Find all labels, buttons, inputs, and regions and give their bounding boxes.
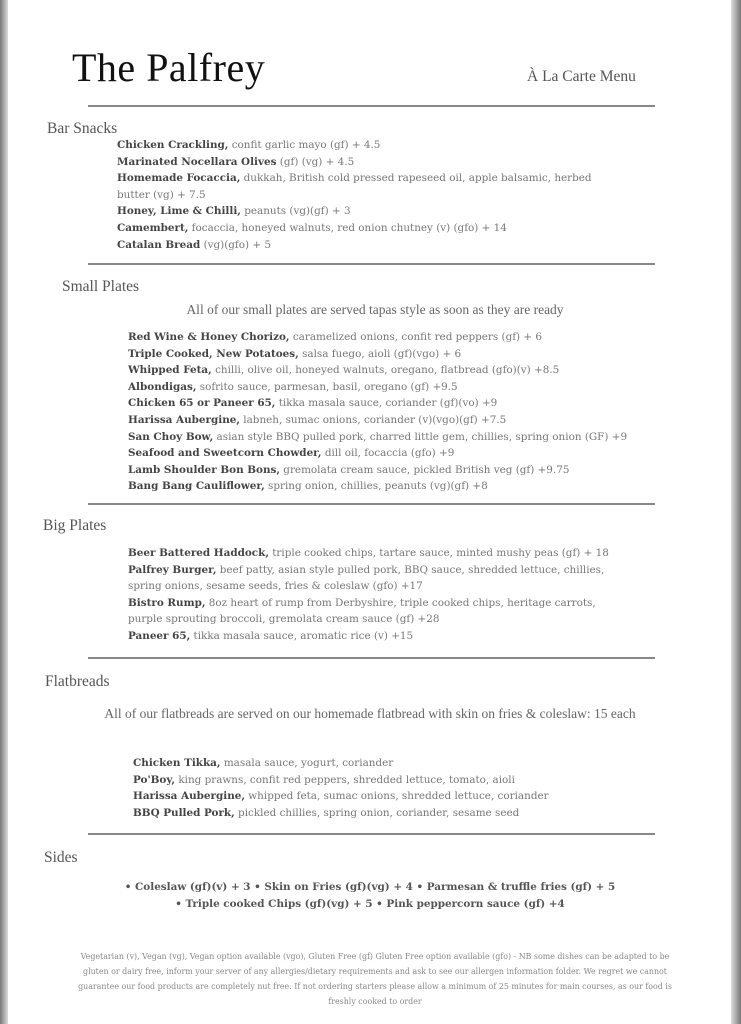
- menu-item-description: labneh, sumac onions, coriander (v)(vgo)(gf) +7.5: [239, 413, 507, 426]
- menu-item: [128, 329, 668, 346]
- menu-item: [117, 203, 602, 220]
- menu-item-description: king prawns, confit red peppers, shredded lettuce, tomato, aioli: [175, 773, 515, 786]
- menu-item: [117, 170, 602, 203]
- menu-item-description: masala sauce, yogurt, coriander: [220, 757, 394, 769]
- menu-item-description: dukkah, British cold pressed rapeseed oil, apple balsamic, herbed butter (vg) + 7.5: [117, 172, 592, 201]
- menu-item-description: confit garlic mayo (gf) + 4.5: [228, 139, 381, 151]
- menu-item: [128, 412, 668, 429]
- divider: [88, 263, 655, 265]
- divider: [88, 833, 655, 835]
- menu-item: [128, 395, 668, 412]
- divider: [88, 657, 655, 659]
- menu-item-name: Lamb Shoulder Bon Bons,: [128, 463, 280, 476]
- menu-item-name: Bistro Rump,: [128, 596, 206, 609]
- menu-item-name: Seafood and Sweetcorn Chowder,: [128, 447, 322, 460]
- menu-item: [128, 545, 613, 562]
- menu-item-description: sofrito sauce, parmesan, basil, oregano (gf) +9.5: [196, 380, 458, 393]
- menu-item-description: pickled chillies, spring onion, coriander, sesame seed: [234, 806, 520, 819]
- menu-item-name: Harissa Aubergine,: [133, 790, 245, 803]
- divider: [88, 105, 655, 107]
- menu-item: [128, 628, 613, 645]
- page-edge-left: [0, 0, 8, 1024]
- menu-item-name: Honey, Lime & Chilli,: [117, 205, 241, 218]
- menu-item-name: Paneer 65,: [128, 629, 191, 642]
- menu-item: [128, 379, 668, 396]
- menu-item-description: salsa fuego, aioli (gf)(vgo) + 6: [298, 347, 462, 360]
- menu-item-name: Po'Boy,: [133, 773, 176, 786]
- section-heading-bar-snacks: Bar Snacks: [47, 120, 118, 137]
- menu-item-description: 8oz heart of rump from Derbyshire, triple cooked chips, heritage carrots, purple sprouting broccoli, gremolata cream sauce (gf) +28: [128, 596, 596, 626]
- big-plates-list: [128, 545, 613, 645]
- menu-item-description: spring onion, chillies, peanuts (vg)(gf) +8: [264, 480, 488, 493]
- menu-item-name: BBQ Pulled Pork,: [133, 806, 235, 819]
- restaurant-title: The Palfrey: [72, 45, 266, 90]
- menu-item-name: Homemade Focaccia,: [117, 172, 241, 185]
- menu-item-name: Camembert,: [117, 221, 189, 234]
- sides-line: • Triple cooked Chips (gf)(vg) + 5 • Pink peppercorn sauce (gf) +4: [175, 898, 565, 910]
- menu-item-name: Harissa Aubergine,: [128, 413, 240, 426]
- menu-item-name: Beer Battered Haddock,: [128, 547, 269, 559]
- menu-item-name: Red Wine & Honey Chorizo,: [128, 331, 290, 343]
- menu-item: [133, 788, 613, 805]
- menu-item-description: asian style BBQ pulled pork, charred little gem, chillies, spring onion (GF) +9: [213, 430, 628, 443]
- menu-item-name: Chicken Tikka,: [133, 757, 221, 769]
- menu-item-description: gremolata cream sauce, pickled British veg (gf) +9.75: [280, 463, 570, 476]
- menu-item-description: caramelized onions, confit red peppers (gf) + 6: [289, 331, 543, 343]
- menu-item-name: Chicken 65 or Paneer 65,: [128, 397, 276, 410]
- menu-item-name: Palfrey Burger,: [128, 563, 217, 576]
- bar-snacks-list: [117, 137, 602, 253]
- menu-item: [128, 346, 668, 363]
- menu-item: [117, 237, 602, 254]
- menu-item-description: tikka masala sauce, coriander (gf)(vo) +9: [275, 397, 498, 410]
- menu-item: [117, 137, 602, 154]
- menu-item: [128, 362, 668, 379]
- menu-item-name: San Choy Bow,: [128, 430, 214, 443]
- menu-item: [117, 154, 602, 171]
- menu-item: [128, 429, 668, 446]
- menu-item-description: peanuts (vg)(gf) + 3: [240, 205, 351, 218]
- section-heading-flatbreads: Flatbreads: [45, 673, 110, 690]
- page-edge-right: [731, 0, 741, 1024]
- flatbreads-list: [133, 755, 613, 821]
- small-plates-intro: All of our small plates are served tapas style as soon as they are ready: [186, 302, 564, 317]
- menu-item-description: triple cooked chips, tartare sauce, minted mushy peas (gf) + 18: [268, 547, 609, 559]
- menu-item-name: Marinated Nocellara Olives: [117, 155, 277, 168]
- menu-item-description: whipped feta, sumac onions, shredded lettuce, coriander: [244, 790, 549, 803]
- menu-item: [128, 562, 613, 595]
- flatbreads-intro: All of our flatbreads are served on our homemade flatbread with skin on fries & coleslaw: 15 each: [104, 706, 636, 721]
- sides-line: • Coleslaw (gf)(v) + 3 • Skin on Fries (gf)(vg) + 4 • Parmesan & truffle fries (gf) + 5: [124, 881, 616, 893]
- menu-item-description: focaccia, honeyed walnuts, red onion chutney (v) (gfo) + 14: [188, 221, 507, 234]
- menu-item: [128, 595, 613, 628]
- menu-item-name: Triple Cooked, New Potatoes,: [128, 347, 299, 360]
- section-heading-small-plates: Small Plates: [62, 278, 140, 295]
- menu-item-description: (vg)(gfo) + 5: [200, 238, 271, 251]
- menu-item-name: Whipped Feta,: [128, 364, 212, 377]
- menu-item-description: (gf) (vg) + 4.5: [276, 155, 355, 168]
- section-heading-big-plates: Big Plates: [43, 517, 107, 534]
- allergen-footnote: Vegetarian (v), Vegan (vg), Vegan option available (vgo), Gluten Free (gf) Gluten Free option available (gfo) - NB some dishes can be adapted to be gluten or dairy free, inform your server of any allergies/dietary requirements and ask to see our allergen information folder. We regret we cannot guarantee our food products are completely nut free. If not ordering starters please allow a minimum of 25 minutes for main courses, as our food is freshly cooked to order: [78, 952, 672, 1006]
- menu-item-description: chilli, olive oil, honeyed walnuts, oregano, flatbread (gfo)(v) +8.5: [211, 364, 560, 377]
- menu-subtitle: À La Carte Menu: [527, 68, 636, 85]
- menu-item: [128, 478, 668, 495]
- menu-item: [133, 805, 613, 822]
- menu-item: [117, 220, 602, 237]
- menu-item: [128, 445, 668, 462]
- menu-item: [128, 462, 668, 479]
- menu-item-name: Bang Bang Cauliflower,: [128, 480, 265, 493]
- small-plates-list: [128, 329, 668, 495]
- section-heading-sides: Sides: [44, 849, 78, 866]
- menu-item-name: Albondigas,: [128, 380, 197, 393]
- menu-item: [133, 755, 613, 772]
- menu-item: [133, 772, 613, 789]
- menu-item-name: Catalan Bread: [117, 238, 201, 251]
- divider: [88, 503, 655, 505]
- menu-item-name: Chicken Crackling,: [117, 139, 229, 151]
- menu-item-description: beef patty, asian style pulled pork, BBQ sauce, shredded lettuce, chillies, spring onions, sesame seeds, fries & coleslaw (gfo) +17: [128, 563, 605, 593]
- menu-item-description: dill oil, focaccia (gfo) +9: [321, 447, 455, 460]
- menu-item-description: tikka masala sauce, aromatic rice (v) +15: [190, 629, 414, 642]
